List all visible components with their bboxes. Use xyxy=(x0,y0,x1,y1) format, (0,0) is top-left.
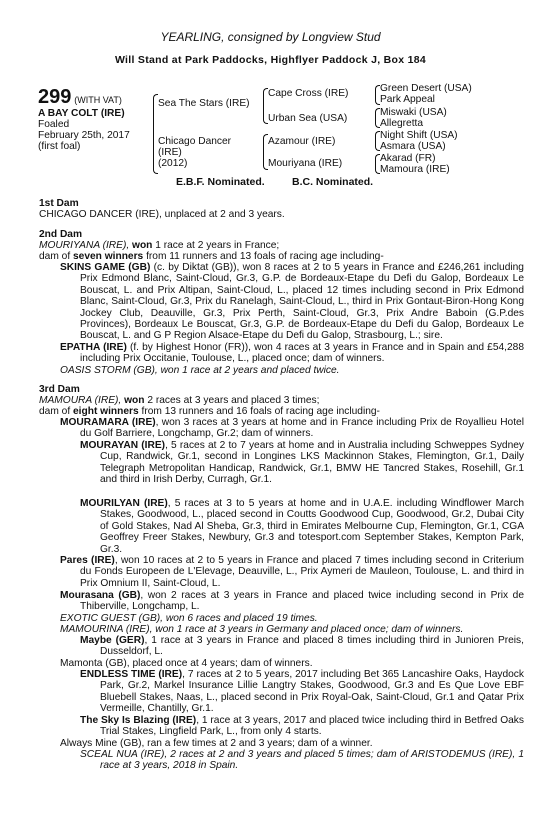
sss: Green Desert (USA) xyxy=(380,83,472,94)
mourasana-entry: Mourasana (GB), won 2 races at 3 years in France and placed twice including second in Prix de Thiberville, Longchamp, L. xyxy=(60,590,524,613)
mamonta-entry: Mamonta (GB), placed once at 4 years; dam of winners. xyxy=(60,658,313,669)
dam-name-line2: (IRE) xyxy=(158,147,182,158)
epatha-entry: EPATHA (IRE) (f. by Highest Honor (FR)), won 4 races at 3 years in France and in Spain and £54,288 including Prix Occitanie, Toulouse, L., placed once; dam of winners. xyxy=(60,342,524,365)
foaled-date: February 25th, 2017 xyxy=(38,130,130,141)
sire-sire: Cape Cross (IRE) xyxy=(268,88,349,99)
sky-is-blazing-entry: The Sky Is Blazing (IRE), 1 race at 3 years, 2017 and placed twice including third in Betfred Oaks Trial Stakes, Lingfield Park, L., from only 4 starts. xyxy=(80,715,524,738)
sds: Miswaki (USA) xyxy=(380,107,447,118)
foal-note: (first foal) xyxy=(38,141,81,152)
location-line: Will Stand at Park Paddocks, Highflyer Paddock J, Box 184 xyxy=(114,54,427,66)
second-dam-intro: MOURIYANA (IRE), won 1 race at 2 years in France; xyxy=(39,240,280,251)
sdd: Allegretta xyxy=(380,118,424,129)
ebf-nominated: E.B.F. Nominated. xyxy=(176,176,265,188)
consignor-line: YEARLING, consigned by Longview Stud xyxy=(160,30,381,44)
lot-number-block xyxy=(38,87,122,107)
mourilyan-entry: MOURILYAN (IRE), 5 races at 3 to 5 years at home and in U.A.E. including Windflower March Stakes, Goodwood, L., placed second in Coutts Goodwood Cup, Goodwood, Gr.2, Dubai City of Gold Stakes, Nad Al Sheba, Gr.3, third in Emirates Melbourne Cup, Flemington, Gr.1, CGA Geoffrey Freer Stakes, Newbury, Gr.3 and totesport.com September Stakes, Kempton Park, Gr.3. xyxy=(80,498,524,555)
first-dam-text: CHICAGO DANCER (IRE), unplaced at 2 and 3 years. xyxy=(39,209,285,220)
lot-description: A BAY COLT (IRE) xyxy=(38,108,125,119)
dam-dam: Mouriyana (IRE) xyxy=(268,158,343,169)
vat-note: (WITH VAT) xyxy=(74,95,122,105)
endless-time-entry: ENDLESS TIME (IRE), 7 races at 2 to 5 years, 2017 including Bet 365 Lancashire Oaks, Haydock Park, Gr.2, Markel Insurance Lillie Langtry Stakes, Goodwood, Gr.3 and Es Que Love EBF Bluebell Stakes, Naas, L., placed second in Prix Royal-Oak, Saint-Cloud, Gr.1 and Qatar Prix Vermeille, Chantilly, Gr.1. xyxy=(80,669,524,715)
dam-name-line1: Chicago Dancer xyxy=(158,136,232,147)
ssd: Park Appeal xyxy=(380,94,435,105)
pares-entry: Pares (IRE), won 10 races at 2 to 5 years in France and placed 7 times including second in Criterium du Fonds Europeen de L'Elevage, Deauville, L., Prix Aymeri de Mauleon, Toulouse, L. and third in Prix Omnium II, Saint-Cloud, L. xyxy=(60,555,525,589)
dsd: Asmara (USA) xyxy=(380,141,446,152)
dam-name-line3: (2012) xyxy=(158,158,188,169)
bc-nominated: B.C. Nominated. xyxy=(292,176,374,188)
third-dam-produce: dam of eight winners from 13 runners and 16 foals of racing age including- xyxy=(39,406,380,417)
sceal-nua-entry: SCEAL NUA (IRE), 2 races at 2 and 3 years and placed 5 times; dam of ARISTODEMUS (IRE), 1 race at 3 years, 2018 in Spain. xyxy=(80,749,524,772)
second-dam-produce: dam of seven winners from 11 runners and 13 foals of racing age including- xyxy=(39,251,384,262)
dam-sire: Azamour (IRE) xyxy=(268,136,336,147)
dds: Akarad (FR) xyxy=(380,153,436,164)
mamourina-entry: MAMOURINA (IRE), won 1 race at 3 years in Germany and placed once; dam of winners. xyxy=(60,624,464,635)
mouramara-entry: MOURAMARA (IRE), won 3 races at 3 years at home and in France including Prix de Royallieu Hotel du Golf Barriere, Longchamp, Gr.2; dam of winners. xyxy=(60,417,524,440)
second-dam-title: 2nd Dam xyxy=(39,229,83,240)
lot-number: 299 xyxy=(38,86,72,108)
always-mine-entry: Always Mine (GB), ran a few times at 2 and 3 years; dam of a winner. xyxy=(60,738,373,749)
third-dam-title: 3rd Dam xyxy=(39,384,80,395)
maybe-entry: Maybe (GER), 1 race at 3 years in France and placed 8 times including third in Junioren Preis, Dusseldorf, L. xyxy=(80,635,524,658)
first-dam-title: 1st Dam xyxy=(39,198,79,209)
sire-name: Sea The Stars (IRE) xyxy=(158,98,250,109)
oasis-storm-entry: OASIS STORM (GB), won 1 race at 2 years and placed twice. xyxy=(60,365,340,376)
third-dam-intro: MAMOURA (IRE), won 2 races at 3 years and placed 3 times; xyxy=(39,395,320,406)
sire-dam: Urban Sea (USA) xyxy=(268,113,348,124)
ddd: Mamoura (IRE) xyxy=(380,164,450,175)
dss: Night Shift (USA) xyxy=(380,130,458,141)
exotic-guest-entry: EXOTIC GUEST (GB), won 6 races and placed 19 times. xyxy=(60,613,318,624)
mourayan-entry: MOURAYAN (IRE), 5 races at 2 to 7 years at home and in Australia including Schweppes Sydney Cup, Randwick, Gr.1, second in Longines LKS Mackinnon Stakes, Flemington, Gr.1, Daily Telegraph Metropolitan Handicap, Randwick, Gr.1, BMW HE Tancred Stakes, Rosehill, Gr.1 and third in Irish Derby, Curragh, Gr.1. xyxy=(80,440,524,486)
foaled-label: Foaled xyxy=(38,119,70,130)
skins-game-entry: SKINS GAME (GB) (c. by Diktat (GB)), won 8 races at 2 to 5 years in France and £246,261 including Prix Edmond Blanc, Saint-Cloud, Gr.3, G.P. de Bordeaux-Etape du Defi du Galop, Bordeaux Le Bouscat, L. and Prix Altipan, Saint-Cloud, L., placed 12 times including second in Prix Edmond Blanc, Saint-Cloud, Gr.3, Prix du Ranelagh, Saint-Cloud, L., third in Prix Gontaut-Biron-Hong Kong Jockey Club, Deauville, Gr.3, Prix Perth, Saint-Cloud, Gr.3, Prix Andre Baboin (G.P.des Provinces), Bordeaux Le Bouscat, Gr.3, G.P. de Bordeaux-Etape du Defi du Galop, Bordeaux Le Bouscat, L. and G P Region Alsace-Etape du Defi du Galop, Strasbourg, L.; sire. xyxy=(60,262,524,342)
